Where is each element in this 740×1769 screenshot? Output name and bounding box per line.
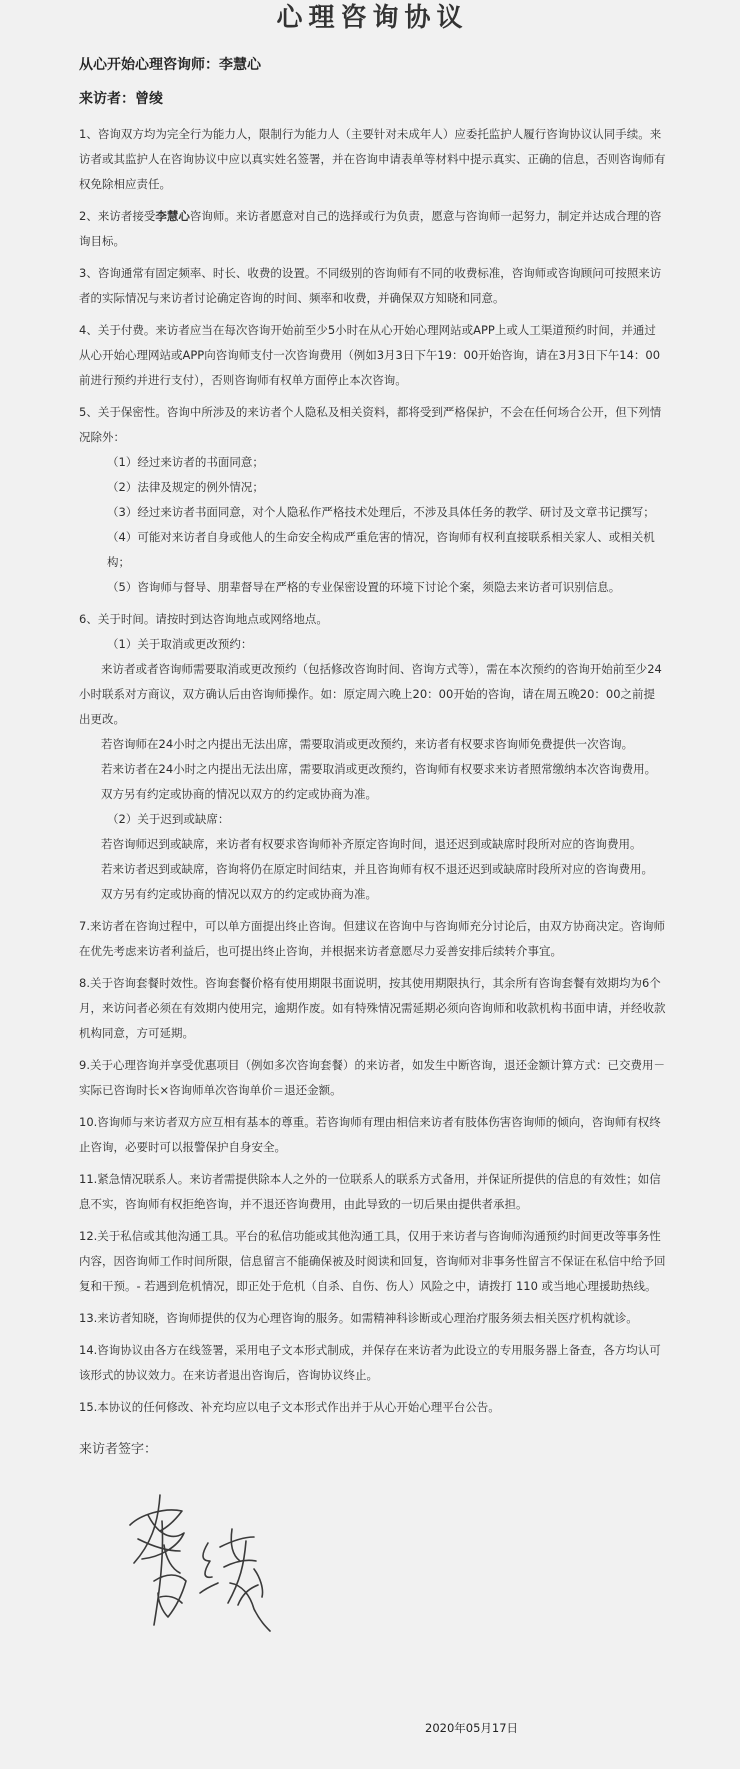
clause-6-sub-1-heading: （1）关于取消或更改预约： <box>107 637 253 651</box>
clause-5-item-1: （1）经过来访者的书面同意； <box>107 455 264 469</box>
clause-12: 12.关于私信或其他沟通工具。平台的私信功能或其他沟通工具，仅用于来访者与咨询师沟通预约时间更改等事务性内容，因咨询师工作时间所限，信息留言不能确保被及时阅读和回复，咨询师对非事务性留言不保证在私信中给予回复和干预。- 若遇到危机情况，即正处于危机（自杀、自伤、伤人）风险之中，请拨打 110 或当地心理援助热线。 <box>79 1229 666 1293</box>
consultant-line: 从心开始心理咨询师：李慧心 <box>79 57 261 73</box>
page-title: 心理咨询协议 <box>276 3 469 33</box>
clause-2-consultant-name: 李慧心 <box>155 209 190 223</box>
clause-4: 4、关于付费。来访者应当在每次咨询开始前至少5小时在从心开始心理网站或APP上或人工渠道预约时间，并通过从心开始心理网站或APP向咨询师支付一次咨询费用（例如3月3日下午19：00开始咨询，请在3月3日下午14：00前进行预约并进行支付），否则咨询师有权单方面停止本次咨询。 <box>79 323 661 387</box>
clause-6-sub-1-para-c: 若来访者在24小时之内提出无法出席，需要取消或更改预约，咨询师有权要求来访者照常缴纳本次咨询费用。 <box>101 762 657 776</box>
clause-2 <box>79 204 666 254</box>
clause-6-sub-2-heading: （2）关于迟到或缺席： <box>107 812 230 826</box>
clause-6-sub-1-para-a <box>79 657 666 732</box>
signature-label: 来访者签字： <box>79 1442 158 1457</box>
clause-list <box>79 122 666 1420</box>
clause-5-item-3: （3）经过来访者书面同意，对个人隐私作严格技术处理后，不涉及具体任务的教学、研讨及文章书记撰写； <box>107 505 655 519</box>
signature-text: 曾绫 <box>120 1485 122 1486</box>
clause-6-sub-1-para-a-text: 来访者或者咨询师需要取消或更改预约（包括修改咨询时间、咨询方式等），需在本次预约的咨询开始前至少24小时联系对方商议，双方确认后由咨询师操作。如：原定周六晚上20：00开始的咨询，请在周五晚20：00之前提出更改。 <box>79 662 662 726</box>
clause-8: 8.关于咨询套餐时效性。咨询套餐价格有使用期限书面说明，按其使用期限执行，其余所有咨询套餐有效期均为6个月，来访问者必须在有效期内使用完，逾期作废。如有特殊情况需延期必须向咨询师和收款机构书面申请，并经收款机构同意，方可延期。 <box>79 976 666 1040</box>
visitor-line: 来访者：曾绫 <box>79 91 163 107</box>
clause-7: 7.来访者在咨询过程中，可以单方面提出终止咨询。但建议在咨询中与咨询师充分讨论后，由双方协商决定。咨询师在优先考虑来访者利益后，也可提出终止咨询，并根据来访者意愿尽力妥善安排后续转介事宜。 <box>79 919 665 958</box>
clause-6: 6、关于时间。请按时到达咨询地点或网络地点。 <box>79 612 328 626</box>
clause-2-prefix: 2、来访者接受 <box>79 209 156 223</box>
clause-11: 11.紧急情况联系人。来访者需提供除本人之外的一位联系人的联系方式备用，并保证所提供的信息的有效性；如信息不实，咨询师有权拒绝咨询，并不退还咨询费用，由此导致的一切后果由提供者承担。 <box>79 1172 661 1211</box>
clause-6-sub-1-para-d: 双方另有约定或协商的情况以双方的约定或协商为准。 <box>101 787 377 801</box>
signature-date: 2020年05月17日 <box>425 1721 519 1735</box>
clause-5-item-2: （2）法律及规定的例外情况； <box>107 480 264 494</box>
clause-9: 9.关于心理咨询并享受优惠项目（例如多次咨询套餐）的来访者，如发生中断咨询，退还金额计算方式：已交费用－实际已咨询时长×咨询师单次咨询单价＝退还金额。 <box>79 1058 665 1097</box>
clause-10: 10.咨询师与来访者双方应互相有基本的尊重。若咨询师有理由相信来访者有肢体伤害咨询师的倾向，咨询师有权终止咨询，必要时可以报警保护自身安全。 <box>79 1115 661 1154</box>
clause-5-item-4: （4）可能对来访者自身或他人的生命安全构成严重危害的情况，咨询师有权利直接联系相关家人、或相关机构； <box>107 530 655 569</box>
clause-5: 5、关于保密性。咨询中所涉及的来访者个人隐私及相关资料，都将受到严格保护，不会在任何场合公开，但下列情况除外： <box>79 405 662 444</box>
clause-2-rest: 咨询师。来访者愿意对自己的选择或行为负责，愿意与咨询师一起努力，制定并达成合理的咨询目标。 <box>79 209 662 248</box>
clause-6-sub-1-para-b: 若咨询师在24小时之内提出无法出席，需要取消或更改预约，来访者有权要求咨询师免费提供一次咨询。 <box>101 737 634 751</box>
clause-13: 13.来访者知晓，咨询师提供的仅为心理咨询的服务。如需精神科诊断或心理治疗服务须去相关医疗机构就诊。 <box>79 1311 638 1325</box>
handwritten-signature <box>120 1485 300 1645</box>
clause-6-sub-2-para-a: 若咨询师迟到或缺席，来访者有权要求咨询师补齐原定咨询时间，退还迟到或缺席时段所对应的咨询费用。 <box>101 837 642 851</box>
clause-3: 3、咨询通常有固定频率、时长、收费的设置。不同级别的咨询师有不同的收费标准，咨询师或咨询顾问可按照来访者的实际情况与来访者讨论确定咨询的时间、频率和收费，并确保双方知晓和同意。 <box>79 266 662 305</box>
clause-6-sub-2-para-b: 若来访者迟到或缺席，咨询将仍在原定时间结束，并且咨询师有权不退还迟到或缺席时段所对应的咨询费用。 <box>101 862 653 876</box>
clause-15: 15.本协议的任何修改、补充均应以电子文本形式作出并于从心开始心理平台公告。 <box>79 1400 500 1414</box>
clause-14: 14.咨询协议由各方在线签署，采用电子文本形式制成，并保存在来访者为此设立的专用服务器上备查，各方均认可该形式的协议效力。在来访者退出咨询后，咨询协议终止。 <box>79 1343 661 1382</box>
clause-1: 1、咨询双方均为完全行为能力人，限制行为能力人（主要针对未成年人）应委托监护人履行咨询协议认同手续。来访者或其监护人在咨询协议中应以真实姓名签署，并在咨询申请表单等材料中提示真实、正确的信息，否则咨询师有权免除相应责任。 <box>79 127 666 191</box>
clause-5-item-5: （5）咨询师与督导、朋辈督导在严格的专业保密设置的环境下讨论个案，须隐去来访者可识别信息。 <box>107 580 621 594</box>
clause-6-sub-2-para-c: 双方另有约定或协商的情况以双方的约定或协商为准。 <box>101 887 377 901</box>
